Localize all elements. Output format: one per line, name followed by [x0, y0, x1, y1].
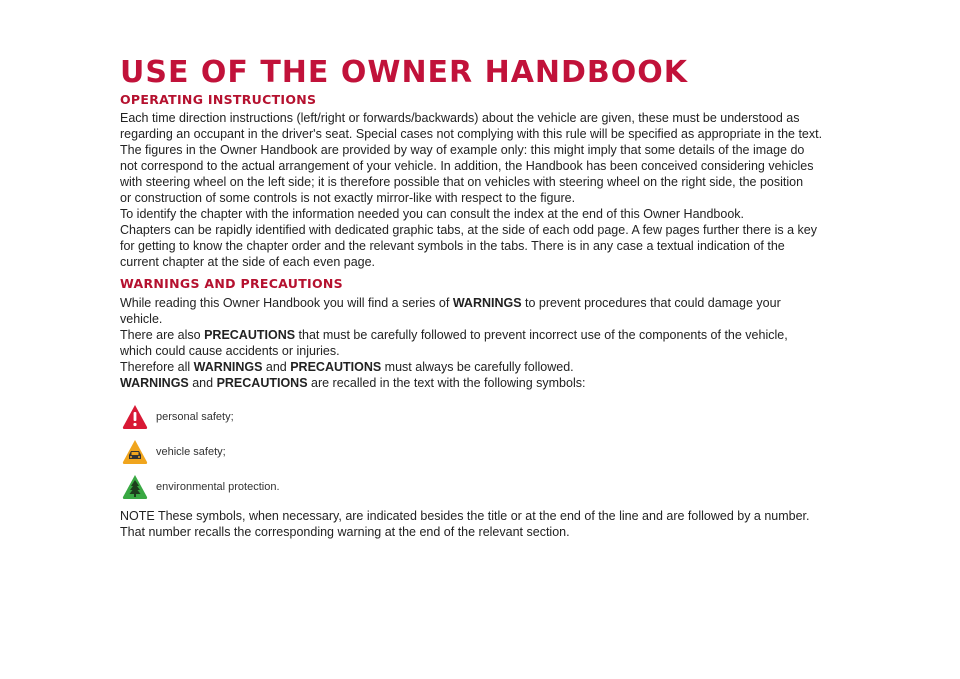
text-line: That number recalls the corresponding warning at the end of the relevant section.	[120, 525, 570, 539]
text-line: Chapters can be rapidly identified with dedicated graphic tabs, at the side of each odd page. A few pages further there is a key	[120, 223, 817, 237]
vehicle-safety-icon	[120, 437, 150, 467]
warnings-precautions-text	[120, 295, 920, 391]
operating-instructions-text	[120, 110, 920, 270]
symbol-environmental-protection	[120, 469, 920, 504]
text-line: While reading this Owner Handbook you will find a series of WARNINGS to prevent procedures that could damage your	[120, 296, 781, 310]
text-line: To identify the chapter with the information needed you can consult the index at the end of this Owner Handbook.	[120, 207, 744, 221]
text-line: Therefore all WARNINGS and PRECAUTIONS must always be carefully followed.	[120, 360, 574, 374]
text-line: for getting to know the chapter order and the relevant symbols in the tabs. There is in any case a textual indication of the	[120, 239, 785, 253]
text-line: Each time direction instructions (left/right or forwards/backwards) about the vehicle are given, these must be understood as	[120, 111, 800, 125]
text-line: which could cause accidents or injuries.	[120, 344, 340, 358]
text-line: regarding an occupant in the driver's seat. Special cases not complying with this rule will be specified as appropriate in the text.	[120, 127, 823, 141]
operating-instructions-heading: OPERATING INSTRUCTIONS	[120, 92, 317, 107]
page-content	[120, 56, 920, 540]
environmental-protection-icon	[120, 472, 150, 502]
text-line: WARNINGS and PRECAUTIONS are recalled in the text with the following symbols:	[120, 376, 586, 390]
symbol-label: personal safety;	[156, 410, 234, 423]
text-line: There are also PRECAUTIONS that must be carefully followed to prevent incorrect use of the components of the vehicle,	[120, 328, 788, 342]
text-line: or construction of some controls is not exactly mirror-like with respect to the figure.	[120, 191, 576, 205]
text-line: The figures in the Owner Handbook are provided by way of example only: this might imply that some details of the image do	[120, 143, 805, 157]
page-title: USE OF THE OWNER HANDBOOK	[120, 55, 689, 90]
symbol-label: environmental protection.	[156, 480, 280, 493]
text-line: with steering wheel on the left side; it is therefore possible that on vehicles with steering wheel on the right side, the position	[120, 175, 804, 189]
note-text	[120, 508, 920, 540]
text-line: current chapter at the side of each even page.	[120, 255, 376, 269]
text-line: vehicle.	[120, 312, 163, 326]
text-line: NOTE These symbols, when necessary, are indicated besides the title or at the end of the line and are followed by a number.	[120, 509, 810, 523]
personal-safety-icon	[120, 402, 150, 432]
warnings-precautions-heading: WARNINGS AND PRECAUTIONS	[120, 276, 343, 291]
symbol-vehicle-safety	[120, 434, 920, 469]
text-line: not correspond to the actual arrangement of your vehicle. In addition, the Handbook has been conceived considering vehicles	[120, 159, 814, 173]
symbol-label: vehicle safety;	[156, 445, 226, 458]
symbol-personal-safety	[120, 399, 920, 434]
symbol-list	[120, 399, 920, 504]
